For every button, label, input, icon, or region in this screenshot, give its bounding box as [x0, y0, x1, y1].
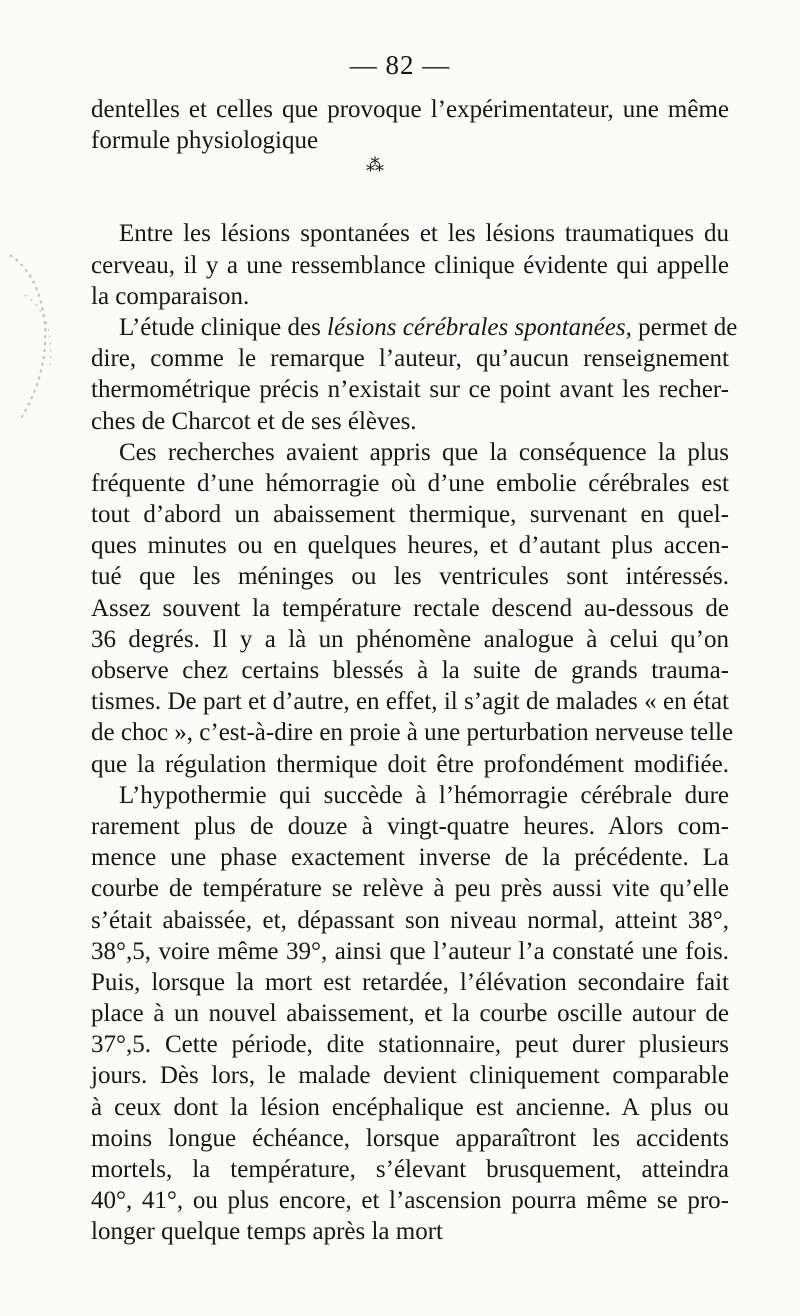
- text-line: s’était abaissée, et, dépassant son niveau normal, atteint 38°,: [91, 906, 729, 934]
- body-text: [91, 94, 738, 1248]
- text-line: 40°, 41°, ou plus encore, et l’ascension pourra même se pro-: [91, 1187, 729, 1215]
- page-number: — 82 —: [349, 50, 451, 80]
- section-asterism: [91, 156, 729, 218]
- text-line: cerveau, il y a une ressemblance clinique évidente qui appelle: [91, 251, 729, 279]
- text-line: que la régulation thermique doit être profondément modifiée.: [91, 750, 729, 778]
- text-line: tismes. De part et d’autre, en effet, il s’agit de malades « en état: [91, 688, 729, 716]
- text-line: thermométrique précis n’existait sur ce point avant les recher-: [91, 376, 729, 404]
- paragraph-continuation: [91, 94, 729, 156]
- paragraph: [91, 780, 729, 1248]
- text-line: rarement plus de douze à vingt-quatre heures. Alors com-: [91, 812, 729, 840]
- text-line: fréquente d’une hémorragie où d’une embolie cérébrales est: [91, 469, 729, 497]
- text-line: mortels, la température, s’élevant brusquement, atteindra: [91, 1156, 729, 1183]
- text-line: mence une phase exactement inverse de la précédente. La: [91, 844, 729, 872]
- text-line: longer quelque temps après la mort: [91, 1218, 443, 1246]
- text-line: à ceux dont la lésion encéphalique est ancienne. A plus ou: [91, 1093, 729, 1121]
- italic-phrase: lésions cérébrales spontanées,: [327, 313, 632, 341]
- text-line: jours. Dès lors, le malade devient cliniquement comparable: [91, 1062, 729, 1090]
- text-line: [91, 312, 738, 343]
- text-run: permet de: [638, 313, 738, 341]
- text-line: ches de Charcot et de ses élèves.: [91, 407, 417, 435]
- library-stamp-mark: [0, 235, 70, 435]
- text-line: tué que les méninges ou les ventricules sont intéressés.: [91, 563, 729, 591]
- paragraph: [91, 218, 729, 312]
- text-line: 38°,5, voire même 39°, ainsi que l’auteur l’a constaté une fois.: [91, 937, 729, 965]
- text-line: Puis, lorsque la mort est retardée, l’élévation secondaire fait: [91, 968, 729, 996]
- text-line: L’hypothermie qui succède à l’hémorragie cérébrale dure: [119, 781, 729, 809]
- text-run: L’étude clinique des: [119, 313, 321, 341]
- text-line: de choc », c’est-à-dire en proie à une perturbation nerveuse telle: [91, 719, 734, 747]
- paragraph: [91, 312, 738, 437]
- text-line: moins longue échéance, lorsque apparaîtront les accidents: [91, 1124, 729, 1152]
- paragraph: [91, 437, 734, 780]
- text-line: courbe de température se relève à peu près aussi vite qu’elle: [91, 875, 729, 903]
- text-line: formule physiologique: [91, 127, 319, 155]
- asterism-glyph: ⁂: [366, 155, 384, 176]
- text-line: Assez souvent la température rectale descend au-dessous de: [91, 594, 729, 622]
- text-line: Entre les lésions spontanées et les lésions traumatiques du: [119, 220, 729, 248]
- text-line: Ces recherches avaient appris que la conséquence la plus: [119, 438, 729, 466]
- text-line: dentelles et celles que provoque l’expérimentateur, une même: [91, 96, 729, 123]
- text-line: la comparaison.: [91, 282, 250, 310]
- text-line: ques minutes ou en quelques heures, et d’autant plus accen-: [91, 532, 729, 560]
- text-line: observe chez certains blessés à la suite de grands trauma-: [91, 657, 729, 684]
- text-line: dire, comme le remarque l’auteur, qu’aucun renseignement: [91, 345, 729, 373]
- text-line: tout d’abord un abaissement thermique, survenant en quel-: [91, 501, 729, 529]
- text-line: 37°,5. Cette période, dite stationnaire, peut durer plusieurs: [91, 1031, 729, 1059]
- text-line: 36 degrés. Il y a là un phénomène analogue à celui qu’on: [91, 625, 729, 653]
- text-line: place à un nouvel abaissement, et la courbe oscille autour de: [91, 1000, 729, 1028]
